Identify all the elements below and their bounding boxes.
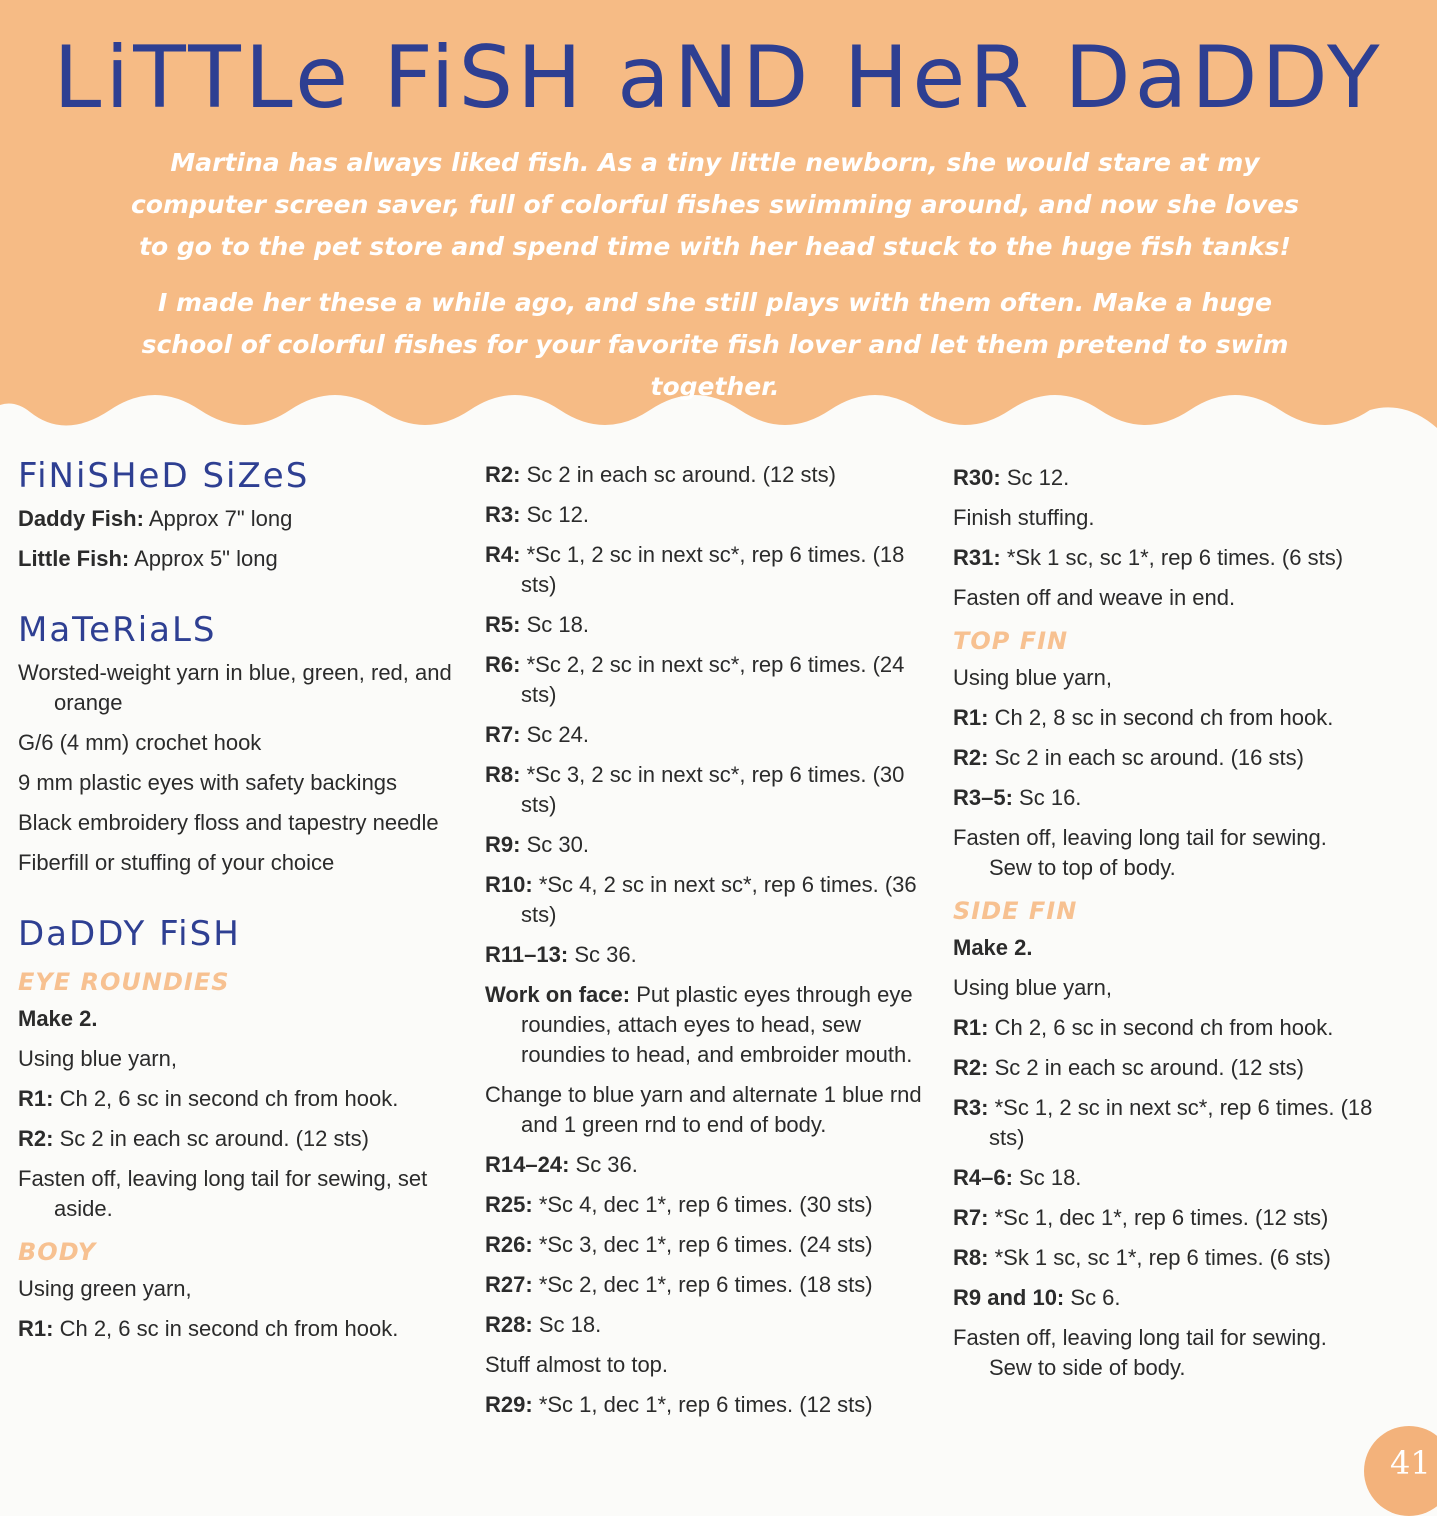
round-instruction: R28: Sc 18. [485,1312,602,1337]
round-instruction: R30: Sc 12. [953,465,1070,490]
fasten-note: Fasten off and weave in end. [953,585,1236,610]
finish-note: Fasten off, leaving long tail for sewing. Sew to side of body. [953,1325,1327,1380]
size-little: Little Fish: Approx 5" long [18,546,278,571]
column-2 [485,460,925,1430]
finished-sizes-heading: FiNiSHeD SiZeS [18,456,310,496]
round-instruction: R7: Sc 24. [485,722,589,747]
round-instruction: R9: Sc 30. [485,832,589,857]
round-instruction: R11–13: Sc 36. [485,942,637,967]
round-instruction: R29: *Sc 1, dec 1*, rep 6 times. (12 sts) [485,1392,873,1417]
round-instruction: R3: Sc 12. [485,502,589,527]
round-instruction: R2: Sc 2 in each sc around. (12 sts) [953,1055,1304,1080]
eye-roundies-heading: EYE ROUNDIES [18,968,230,996]
round-instruction: R4: *Sc 1, 2 sc in next sc*, rep 6 times. (18 sts) [485,542,905,597]
size-daddy: Daddy Fish: Approx 7" long [18,506,293,531]
material-item: Worsted-weight yarn in blue, green, red, and orange [18,660,452,715]
top-fin-heading: TOP FIN [953,627,1069,655]
round-instruction: R5: Sc 18. [485,612,589,637]
round-instruction: R14–24: Sc 36. [485,1152,638,1177]
stuff-note: Stuff almost to top. [485,1352,669,1377]
face-instruction: Work on face: Put plastic eyes through eye roundies, attach eyes to head, sew roundies to head, and embroider mouth. [485,982,913,1067]
yarn-note: Using green yarn, [18,1276,192,1301]
material-item: 9 mm plastic eyes with safety backings [18,770,398,795]
material-item: Fiberfill or stuffing of your choice [18,850,335,875]
intro-paragraph-2: I made her these a while ago, and she still plays with them often. Make a huge school of colorful fishes for your favorite fish lover and let them pretend to swim together. [141,288,1289,401]
page-number: 41 [1390,1444,1431,1482]
round-instruction: R8: *Sk 1 sc, sc 1*, rep 6 times. (6 sts) [953,1245,1331,1270]
make-count: Make 2. [18,1006,98,1031]
round-instruction: R27: *Sc 2, dec 1*, rep 6 times. (18 sts) [485,1272,873,1297]
material-item: Black embroidery floss and tapestry needle [18,810,439,835]
round-instruction: R3–5: Sc 16. [953,785,1082,810]
round-instruction: R8: *Sc 3, 2 sc in next sc*, rep 6 times. (30 sts) [485,762,905,817]
column-3 [953,463,1373,1393]
round-instruction: R2: Sc 2 in each sc around. (12 sts) [485,462,836,487]
round-instruction: R1: Ch 2, 6 sc in second ch from hook. [18,1086,399,1111]
round-instruction: R2: Sc 2 in each sc around. (16 sts) [953,745,1304,770]
round-instruction: R10: *Sc 4, 2 sc in next sc*, rep 6 times. (36 sts) [485,872,917,927]
round-instruction: R25: *Sc 4, dec 1*, rep 6 times. (30 sts) [485,1192,873,1217]
make-count: Make 2. [953,935,1033,960]
color-change-note: Change to blue yarn and alternate 1 blue rnd and 1 green rnd to end of body. [485,1082,922,1137]
finish-note: Fasten off, leaving long tail for sewing. Sew to top of body. [953,825,1327,880]
round-instruction: R1: Ch 2, 6 sc in second ch from hook. [18,1316,399,1341]
round-instruction: R7: *Sc 1, dec 1*, rep 6 times. (12 sts) [953,1205,1329,1230]
yarn-note: Using blue yarn, [18,1046,177,1071]
column-1 [18,456,458,1354]
finish-stuffing-note: Finish stuffing. [953,505,1095,530]
side-fin-heading: SIDE FIN [953,897,1078,925]
round-instruction: R6: *Sc 2, 2 sc in next sc*, rep 6 times. (24 sts) [485,652,905,707]
round-instruction: R2: Sc 2 in each sc around. (12 sts) [18,1126,369,1151]
body-heading: BODY [18,1238,97,1266]
round-instruction: R1: Ch 2, 8 sc in second ch from hook. [953,705,1334,730]
yarn-note: Using blue yarn, [953,975,1112,1000]
round-instruction: R1: Ch 2, 6 sc in second ch from hook. [953,1015,1334,1040]
material-item: G/6 (4 mm) crochet hook [18,730,262,755]
yarn-note: Using blue yarn, [953,665,1112,690]
page-number-badge [1364,1426,1437,1516]
page-title: LiTTLe FiSH aND HeR DaDDY [53,28,1384,128]
daddy-fish-heading: DaDDY FiSH [18,914,241,954]
round-instruction: R31: *Sk 1 sc, sc 1*, rep 6 times. (6 sts) [953,545,1344,570]
intro-paragraph-1: Martina has always liked fish. As a tiny little newborn, she would stare at my computer screen saver, full of colorful fishes swimming around, and now she loves to go to the pet store and spend time with her head stuck to the huge fish tanks! [130,148,1300,261]
round-instruction: R3: *Sc 1, 2 sc in next sc*, rep 6 times. (18 sts) [953,1095,1373,1150]
materials-heading: MaTeRiaLS [18,610,217,650]
finish-note: Fasten off, leaving long tail for sewing, set aside. [18,1166,428,1221]
round-instruction: R9 and 10: Sc 6. [953,1285,1121,1310]
round-instruction: R26: *Sc 3, dec 1*, rep 6 times. (24 sts) [485,1232,873,1257]
round-instruction: R4–6: Sc 18. [953,1165,1082,1190]
